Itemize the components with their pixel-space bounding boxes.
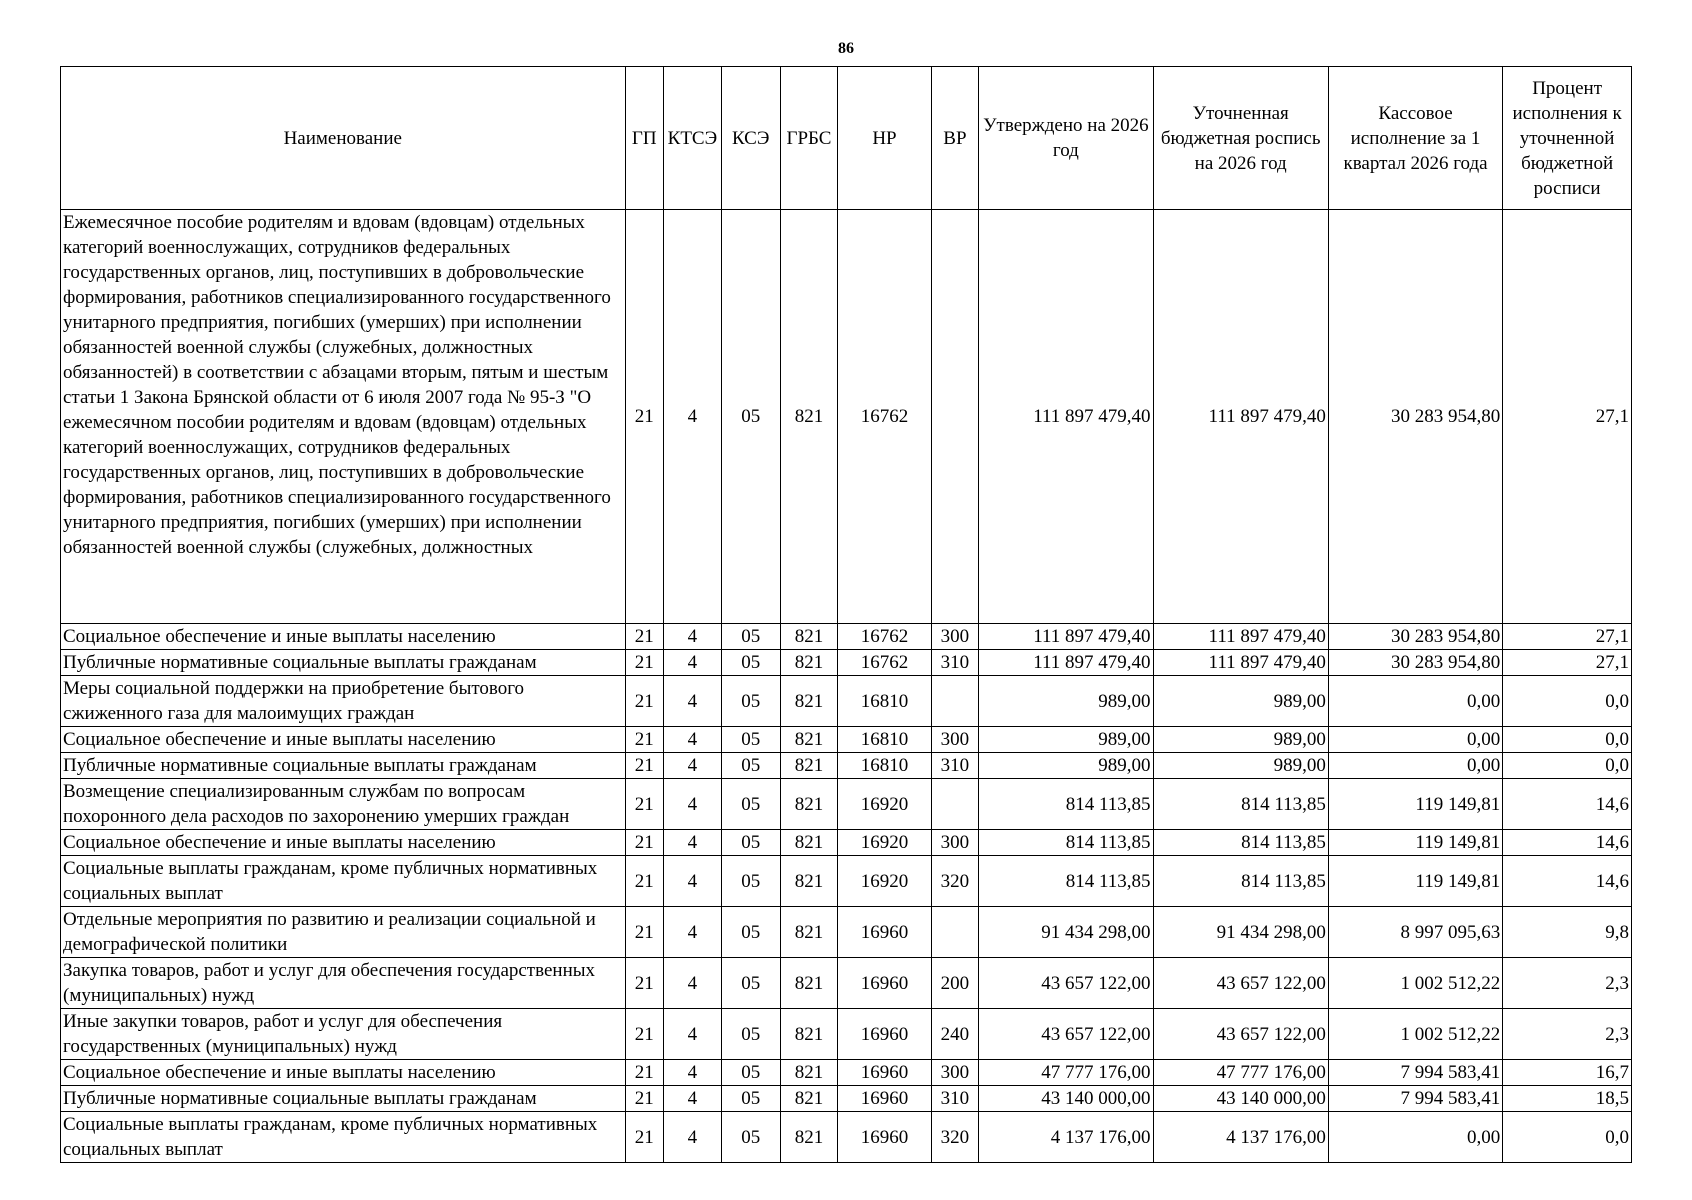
cell-cash: 7 994 583,41 bbox=[1328, 1086, 1502, 1112]
cell-name: Публичные нормативные социальные выплаты гражданам bbox=[61, 1086, 626, 1112]
table-row bbox=[61, 1112, 1632, 1163]
cell-kse: 05 bbox=[721, 1112, 780, 1163]
cell-vr: 310 bbox=[931, 650, 979, 676]
cell-kse: 05 bbox=[721, 753, 780, 779]
cell-refined: 91 434 298,00 bbox=[1153, 907, 1328, 958]
cell-grbs: 821 bbox=[780, 624, 838, 650]
cell-percent: 2,3 bbox=[1503, 1009, 1632, 1060]
cell-approved: 989,00 bbox=[979, 727, 1153, 753]
cell-ktse: 4 bbox=[664, 1112, 722, 1163]
cell-percent: 14,6 bbox=[1503, 779, 1632, 830]
cell-percent: 0,0 bbox=[1503, 676, 1632, 727]
cell-kse: 05 bbox=[721, 779, 780, 830]
cell-ktse: 4 bbox=[664, 1086, 722, 1112]
budget-table bbox=[60, 66, 1632, 1163]
cell-cash: 30 283 954,80 bbox=[1328, 210, 1502, 624]
cell-cash: 119 149,81 bbox=[1328, 830, 1502, 856]
table-row bbox=[61, 856, 1632, 907]
cell-approved: 47 777 176,00 bbox=[979, 1060, 1153, 1086]
cell-vr bbox=[931, 210, 979, 624]
cell-gp: 21 bbox=[625, 779, 664, 830]
cell-name-text: Ежемесячное пособие родителям и вдовам (вдовцам) отдельных категорий военнослужащих, сотрудников федеральных государственных органов, лиц, поступивших в добровольческие формирования, работников специализированного государственного унитарного предприятия, погибших (умерших) при исполнении обязанностей военной службы (служебных, должностных обязанностей) в соответствии с абзацами вторым, пятым и шестым статьи 1 Закона Брянской области от 6 июля 2007 года № 95-З "О ежемесячном пособии родителям и вдовам (вдовцам) отдельных категорий военнослужащих, сотрудников федеральных государственных органов, лиц, поступивших в добровольческие формирования, работников специализированного государственного унитарного предприятия, погибших (умерших) при исполнении обязанностей военной службы (служебных, должностных bbox=[63, 212, 611, 558]
cell-refined: 43 657 122,00 bbox=[1153, 1009, 1328, 1060]
cell-nr: 16960 bbox=[838, 1086, 931, 1112]
table-row bbox=[61, 830, 1632, 856]
cell-percent: 27,1 bbox=[1503, 650, 1632, 676]
cell-ktse: 4 bbox=[664, 676, 722, 727]
cell-vr: 320 bbox=[931, 856, 979, 907]
header-row bbox=[61, 67, 1632, 210]
cell-gp: 21 bbox=[625, 830, 664, 856]
cell-nr: 16960 bbox=[838, 907, 931, 958]
cell-refined: 43 140 000,00 bbox=[1153, 1086, 1328, 1112]
cell-approved: 43 657 122,00 bbox=[979, 1009, 1153, 1060]
cell-grbs: 821 bbox=[780, 1112, 838, 1163]
cell-percent: 16,7 bbox=[1503, 1060, 1632, 1086]
cell-approved: 111 897 479,40 bbox=[979, 650, 1153, 676]
cell-ktse: 4 bbox=[664, 1060, 722, 1086]
cell-percent: 2,3 bbox=[1503, 958, 1632, 1009]
cell-approved: 814 113,85 bbox=[979, 779, 1153, 830]
cell-gp: 21 bbox=[625, 753, 664, 779]
cell-percent: 27,1 bbox=[1503, 210, 1632, 624]
cell-gp: 21 bbox=[625, 1060, 664, 1086]
cell-cash: 30 283 954,80 bbox=[1328, 650, 1502, 676]
cell-ktse: 4 bbox=[664, 753, 722, 779]
cell-approved: 43 657 122,00 bbox=[979, 958, 1153, 1009]
cell-kse: 05 bbox=[721, 1086, 780, 1112]
cell-cash: 119 149,81 bbox=[1328, 779, 1502, 830]
table-row bbox=[61, 676, 1632, 727]
cell-ktse: 4 bbox=[664, 958, 722, 1009]
cell-refined: 4 137 176,00 bbox=[1153, 1112, 1328, 1163]
table-body bbox=[61, 210, 1632, 1163]
cell-name: Меры социальной поддержки на приобретение бытового сжиженного газа для малоимущих граждан bbox=[61, 676, 626, 727]
cell-name: Социальное обеспечение и иные выплаты населению bbox=[61, 624, 626, 650]
header-refined: Уточненная бюджетная роспись на 2026 год bbox=[1153, 67, 1328, 210]
cell-cash: 0,00 bbox=[1328, 727, 1502, 753]
cell-nr: 16762 bbox=[838, 650, 931, 676]
cell-grbs: 821 bbox=[780, 779, 838, 830]
cell-gp: 21 bbox=[625, 650, 664, 676]
cell-vr bbox=[931, 676, 979, 727]
cell-cash: 0,00 bbox=[1328, 676, 1502, 727]
header-vr: ВР bbox=[931, 67, 979, 210]
cell-name: Публичные нормативные социальные выплаты гражданам bbox=[61, 650, 626, 676]
cell-refined: 989,00 bbox=[1153, 676, 1328, 727]
cell-cash: 0,00 bbox=[1328, 753, 1502, 779]
cell-vr: 240 bbox=[931, 1009, 979, 1060]
header-cash: Кассовое исполнение за 1 квартал 2026 года bbox=[1328, 67, 1502, 210]
cell-gp: 21 bbox=[625, 210, 664, 624]
cell-kse: 05 bbox=[721, 727, 780, 753]
cell-name: Закупка товаров, работ и услуг для обеспечения государственных (муниципальных) нужд bbox=[61, 958, 626, 1009]
cell-vr: 200 bbox=[931, 958, 979, 1009]
cell-gp: 21 bbox=[625, 624, 664, 650]
cell-gp: 21 bbox=[625, 856, 664, 907]
cell-percent: 14,6 bbox=[1503, 830, 1632, 856]
table-row bbox=[61, 1060, 1632, 1086]
cell-gp: 21 bbox=[625, 907, 664, 958]
header-ktse: КТСЭ bbox=[664, 67, 722, 210]
cell-approved: 111 897 479,40 bbox=[979, 210, 1153, 624]
cell-nr: 16920 bbox=[838, 830, 931, 856]
cell-grbs: 821 bbox=[780, 1060, 838, 1086]
cell-nr: 16762 bbox=[838, 210, 931, 624]
cell-approved: 91 434 298,00 bbox=[979, 907, 1153, 958]
cell-nr: 16960 bbox=[838, 1112, 931, 1163]
cell-nr: 16960 bbox=[838, 958, 931, 1009]
cell-approved: 989,00 bbox=[979, 676, 1153, 727]
cell-gp: 21 bbox=[625, 676, 664, 727]
table-row bbox=[61, 650, 1632, 676]
table-row bbox=[61, 210, 1632, 624]
cell-nr: 16810 bbox=[838, 727, 931, 753]
cell-vr: 300 bbox=[931, 1060, 979, 1086]
cell-gp: 21 bbox=[625, 727, 664, 753]
cell-refined: 111 897 479,40 bbox=[1153, 624, 1328, 650]
table-row bbox=[61, 958, 1632, 1009]
cell-nr: 16960 bbox=[838, 1060, 931, 1086]
cell-cash: 30 283 954,80 bbox=[1328, 624, 1502, 650]
header-gp: ГП bbox=[625, 67, 664, 210]
cell-ktse: 4 bbox=[664, 650, 722, 676]
table-row bbox=[61, 907, 1632, 958]
cell-cash: 7 994 583,41 bbox=[1328, 1060, 1502, 1086]
cell-refined: 814 113,85 bbox=[1153, 856, 1328, 907]
cell-ktse: 4 bbox=[664, 907, 722, 958]
cell-gp: 21 bbox=[625, 1086, 664, 1112]
cell-vr: 300 bbox=[931, 727, 979, 753]
cell-percent: 18,5 bbox=[1503, 1086, 1632, 1112]
cell-refined: 989,00 bbox=[1153, 753, 1328, 779]
cell-name: Публичные нормативные социальные выплаты гражданам bbox=[61, 753, 626, 779]
cell-cash: 8 997 095,63 bbox=[1328, 907, 1502, 958]
cell-nr: 16762 bbox=[838, 624, 931, 650]
cell-ktse: 4 bbox=[664, 856, 722, 907]
cell-grbs: 821 bbox=[780, 1086, 838, 1112]
cell-name: Иные закупки товаров, работ и услуг для обеспечения государственных (муниципальных) нужд bbox=[61, 1009, 626, 1060]
cell-nr: 16920 bbox=[838, 779, 931, 830]
cell-percent: 0,0 bbox=[1503, 1112, 1632, 1163]
cell-vr: 310 bbox=[931, 1086, 979, 1112]
cell-approved: 814 113,85 bbox=[979, 830, 1153, 856]
cell-name: Социальное обеспечение и иные выплаты населению bbox=[61, 727, 626, 753]
cell-grbs: 821 bbox=[780, 727, 838, 753]
cell-name: Отдельные мероприятия по развитию и реализации социальной и демографической политики bbox=[61, 907, 626, 958]
cell-grbs: 821 bbox=[780, 676, 838, 727]
cell-approved: 814 113,85 bbox=[979, 856, 1153, 907]
cell-refined: 814 113,85 bbox=[1153, 779, 1328, 830]
cell-cash: 1 002 512,22 bbox=[1328, 958, 1502, 1009]
cell-approved: 4 137 176,00 bbox=[979, 1112, 1153, 1163]
cell-nr: 16810 bbox=[838, 676, 931, 727]
cell-percent: 14,6 bbox=[1503, 856, 1632, 907]
cell-nr: 16960 bbox=[838, 1009, 931, 1060]
cell-percent: 0,0 bbox=[1503, 753, 1632, 779]
cell-ktse: 4 bbox=[664, 210, 722, 624]
cell-grbs: 821 bbox=[780, 210, 838, 624]
cell-approved: 111 897 479,40 bbox=[979, 624, 1153, 650]
table-row bbox=[61, 727, 1632, 753]
cell-grbs: 821 bbox=[780, 856, 838, 907]
header-approved: Утверждено на 2026 год bbox=[979, 67, 1153, 210]
cell-kse: 05 bbox=[721, 650, 780, 676]
cell-vr: 320 bbox=[931, 1112, 979, 1163]
cell-kse: 05 bbox=[721, 624, 780, 650]
cell-grbs: 821 bbox=[780, 650, 838, 676]
cell-kse: 05 bbox=[721, 1009, 780, 1060]
table-row bbox=[61, 1086, 1632, 1112]
cell-kse: 05 bbox=[721, 830, 780, 856]
header-percent: Процент исполнения к уточненной бюджетной росписи bbox=[1503, 67, 1632, 210]
cell-name: Социальное обеспечение и иные выплаты населению bbox=[61, 830, 626, 856]
cell-vr: 300 bbox=[931, 830, 979, 856]
cell-percent: 27,1 bbox=[1503, 624, 1632, 650]
cell-vr: 310 bbox=[931, 753, 979, 779]
table-row bbox=[61, 1009, 1632, 1060]
cell-ktse: 4 bbox=[664, 830, 722, 856]
header-nr: НР bbox=[838, 67, 931, 210]
cell-name bbox=[61, 210, 626, 624]
cell-cash: 1 002 512,22 bbox=[1328, 1009, 1502, 1060]
cell-kse: 05 bbox=[721, 1060, 780, 1086]
cell-gp: 21 bbox=[625, 1009, 664, 1060]
page-number: 86 bbox=[838, 40, 854, 57]
cell-refined: 814 113,85 bbox=[1153, 830, 1328, 856]
cell-cash: 119 149,81 bbox=[1328, 856, 1502, 907]
cell-nr: 16810 bbox=[838, 753, 931, 779]
cell-name: Социальное обеспечение и иные выплаты населению bbox=[61, 1060, 626, 1086]
table-header bbox=[61, 67, 1632, 210]
cell-kse: 05 bbox=[721, 856, 780, 907]
header-grbs: ГРБС bbox=[780, 67, 838, 210]
cell-ktse: 4 bbox=[664, 624, 722, 650]
cell-refined: 989,00 bbox=[1153, 727, 1328, 753]
cell-ktse: 4 bbox=[664, 727, 722, 753]
cell-grbs: 821 bbox=[780, 830, 838, 856]
cell-vr: 300 bbox=[931, 624, 979, 650]
cell-kse: 05 bbox=[721, 958, 780, 1009]
cell-name: Социальные выплаты гражданам, кроме публичных нормативных социальных выплат bbox=[61, 856, 626, 907]
cell-vr bbox=[931, 907, 979, 958]
cell-kse: 05 bbox=[721, 676, 780, 727]
cell-kse: 05 bbox=[721, 907, 780, 958]
cell-grbs: 821 bbox=[780, 1009, 838, 1060]
cell-name: Возмещение специализированным службам по вопросам похоронного дела расходов по захоронению умерших граждан bbox=[61, 779, 626, 830]
cell-grbs: 821 bbox=[780, 958, 838, 1009]
cell-vr bbox=[931, 779, 979, 830]
cell-cash: 0,00 bbox=[1328, 1112, 1502, 1163]
cell-approved: 989,00 bbox=[979, 753, 1153, 779]
header-name: Наименование bbox=[61, 67, 626, 210]
cell-gp: 21 bbox=[625, 958, 664, 1009]
cell-refined: 111 897 479,40 bbox=[1153, 210, 1328, 624]
cell-ktse: 4 bbox=[664, 1009, 722, 1060]
cell-nr: 16920 bbox=[838, 856, 931, 907]
cell-ktse: 4 bbox=[664, 779, 722, 830]
cell-grbs: 821 bbox=[780, 753, 838, 779]
cell-percent: 9,8 bbox=[1503, 907, 1632, 958]
table-row bbox=[61, 779, 1632, 830]
cell-refined: 111 897 479,40 bbox=[1153, 650, 1328, 676]
header-kse: КСЭ bbox=[721, 67, 780, 210]
cell-refined: 47 777 176,00 bbox=[1153, 1060, 1328, 1086]
cell-approved: 43 140 000,00 bbox=[979, 1086, 1153, 1112]
cell-gp: 21 bbox=[625, 1112, 664, 1163]
cell-name: Социальные выплаты гражданам, кроме публичных нормативных социальных выплат bbox=[61, 1112, 626, 1163]
cell-refined: 43 657 122,00 bbox=[1153, 958, 1328, 1009]
table-row bbox=[61, 753, 1632, 779]
cell-kse: 05 bbox=[721, 210, 780, 624]
cell-percent: 0,0 bbox=[1503, 727, 1632, 753]
cell-grbs: 821 bbox=[780, 907, 838, 958]
table-row bbox=[61, 624, 1632, 650]
